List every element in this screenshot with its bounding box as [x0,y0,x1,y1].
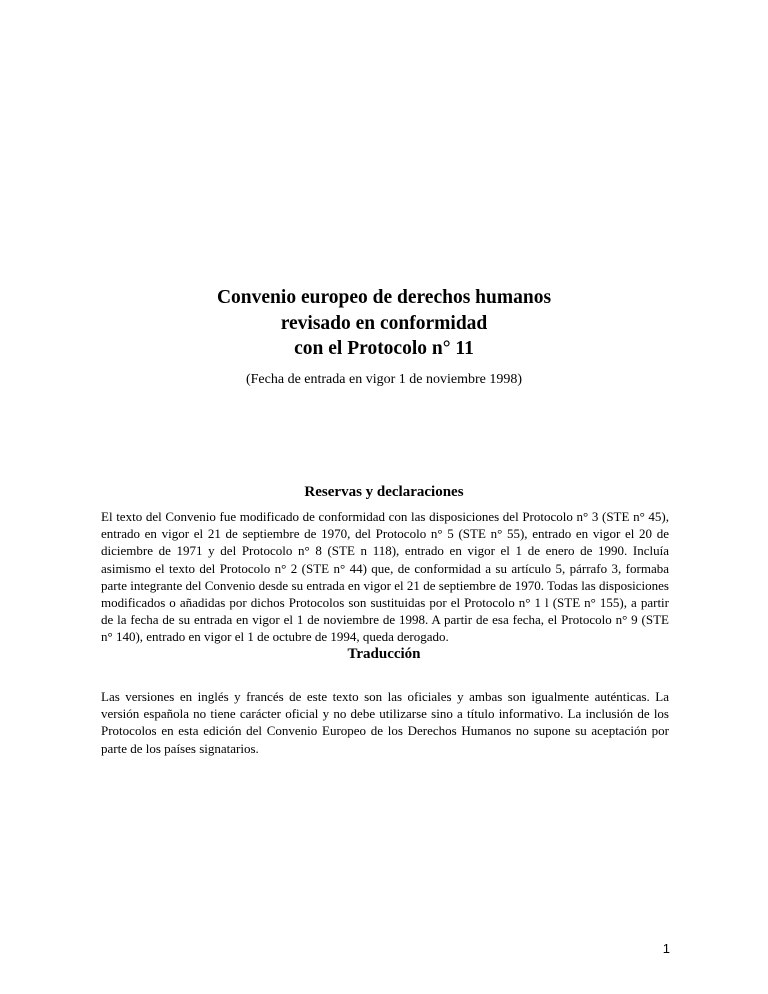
section-heading-reservas: Reservas y declaraciones [304,484,464,500]
document-title [0,285,768,362]
page-number: 1 [662,941,670,956]
effective-date: (Fecha de entrada en vigor 1 de noviembre 1998) [245,372,522,387]
section-text-reservas: El texto del Convenio fue modificado de conformidad con las disposiciones del Protocolo n° 3 (STE n° 45), entrado en vigor el 21 de septiembre de 1970, del Protocolo n° 5 (STE n° 55), entrado en vigor el 20 de diciembre de 1971 y del Protocolo n° 8 (STE n 118), entrado en vigor el 1 de enero de 1990. Incluía asimismo el texto del Protocolo n° 2 (STE n° 44) que, de conformidad a su artículo 5, párrafo 3, formaba parte integrante del Convenio desde su entrada en vigor el 21 de septiembre de 1970. Todas las disposiciones modificados o añadidas por dichos Protocolos son sustituidas por el Protocolo n° 1 l (STE n° 155), a partir de la fecha de su entrada en vigor el 1 de noviembre de 1998. A partir de esa fecha, el Protocolo n° 9 (STE n° 140), entrado en vigor el 1 de octubre de 1994, queda derogado. [101,509,669,645]
title-line: con el Protocolo n° 11 [294,338,474,359]
title-line: revisado en conformidad [280,312,488,334]
title-line: Convenio europeo de derechos humanos [216,287,552,308]
section-text-traduccion: Las versiones en inglés y francés de este texto son las oficiales y ambas son igualmente auténticas. La versión española no tiene carácter oficial y no debe utilizarse sino a título informativo. La inclusión de los Protocolos en esta edición del Convenio Europeo de los Derechos Humanos no supone su aceptación por parte de los países signatarios. [101,689,669,756]
section-heading-traduccion: Traducción [347,646,421,662]
